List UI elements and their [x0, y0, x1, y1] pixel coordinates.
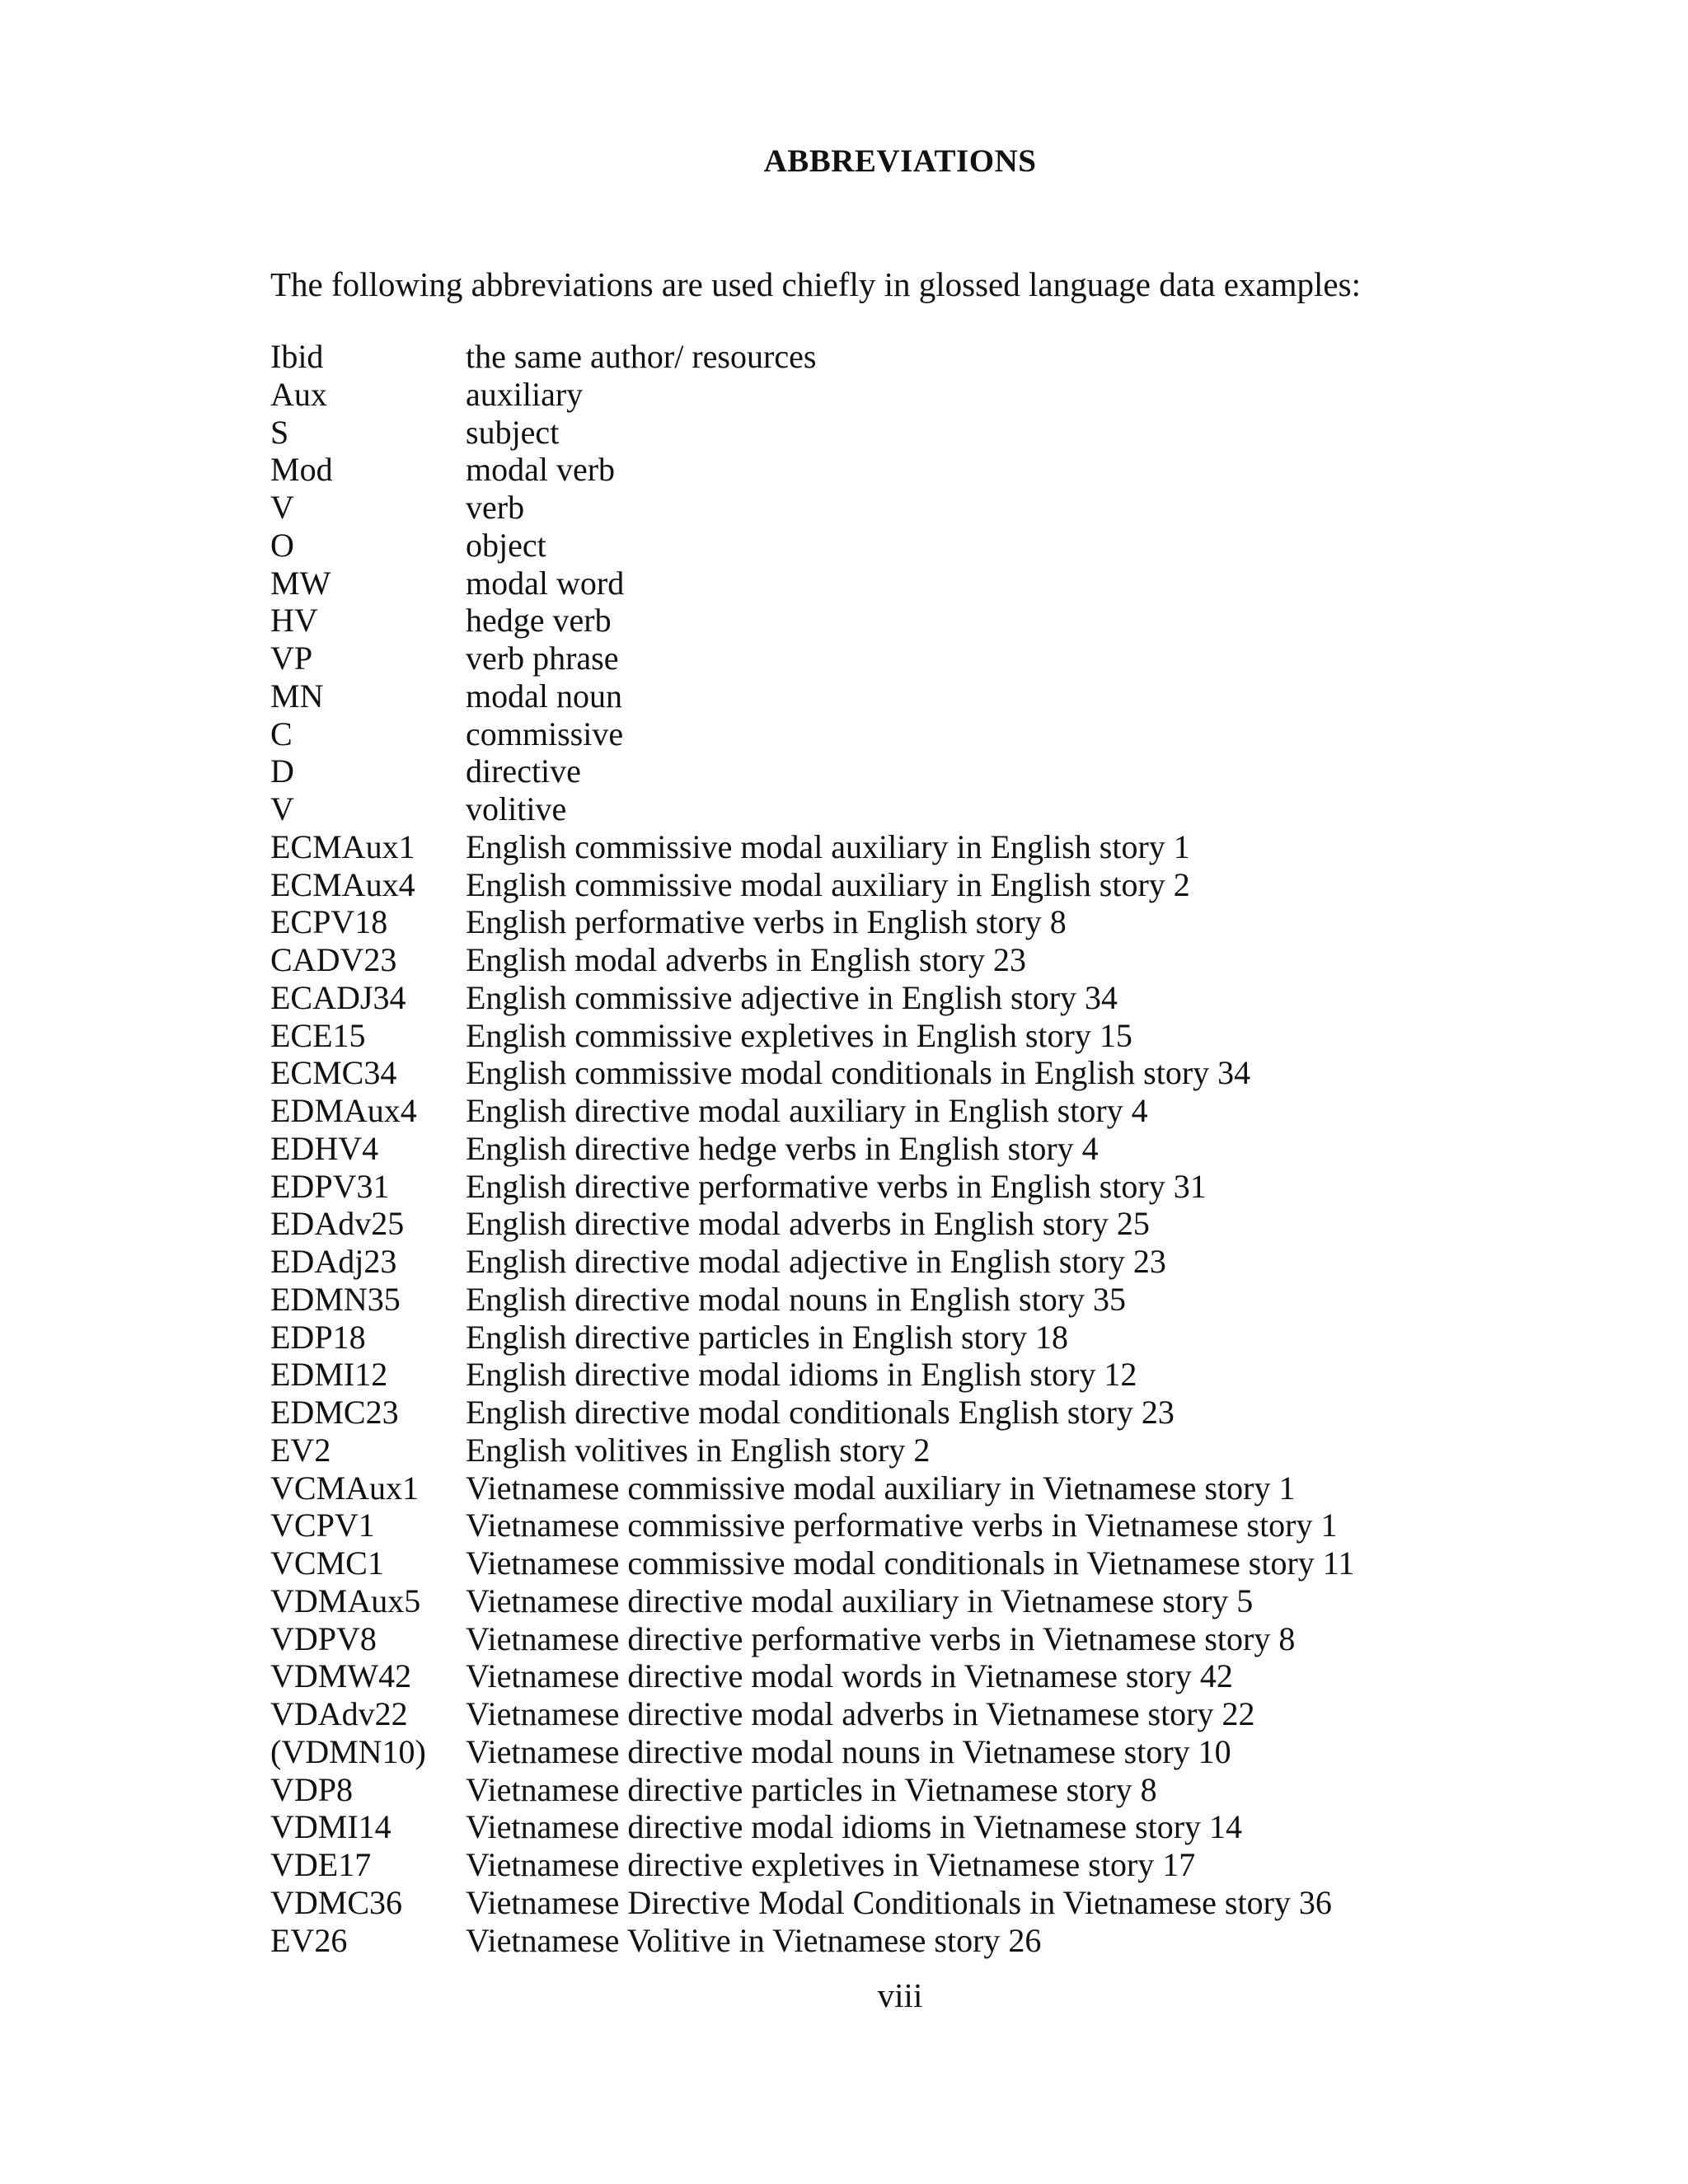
- abbreviation-definition: Vietnamese directive modal nouns in Vietnamese story 10: [466, 1732, 1231, 1770]
- abbreviation-definition: Vietnamese commissive performative verbs in Vietnamese story 1: [466, 1507, 1338, 1544]
- abbreviation-term: CADV23: [270, 941, 397, 978]
- abbreviation-definition: Vietnamese Volitive in Vietnamese story 26: [466, 1921, 1042, 1959]
- abbreviation-row: [270, 1319, 1672, 1357]
- page-title: ABBREVIATIONS: [763, 143, 1037, 179]
- abbreviation-definition: English directive modal adjective in English story 23: [466, 1243, 1166, 1280]
- abbreviation-row: [270, 1054, 1672, 1092]
- abbreviation-definition: Vietnamese commissive modal auxiliary in Vietnamese story 1: [466, 1469, 1296, 1507]
- abbreviation-row: [270, 527, 1672, 565]
- abbreviation-definition: Vietnamese directive modal auxiliary in Vietnamese story 5: [466, 1582, 1254, 1619]
- page-number: viii: [877, 1976, 923, 2014]
- abbreviation-row: [270, 1657, 1672, 1695]
- abbreviation-row: [270, 1884, 1672, 1922]
- abbreviation-row: [270, 752, 1672, 790]
- abbreviation-definition: Vietnamese directive modal idioms in Vietnamese story 14: [466, 1808, 1243, 1846]
- abbreviation-definition: English directive performative verbs in English story 31: [466, 1167, 1207, 1205]
- abbreviation-definition: Vietnamese commissive modal conditionals in Vietnamese story 11: [466, 1544, 1355, 1582]
- abbreviation-row: [270, 903, 1672, 941]
- abbreviation-definition: English commissive modal auxiliary in English story 2: [466, 865, 1190, 903]
- abbreviation-row: [270, 1922, 1672, 1960]
- abbreviation-row: [270, 866, 1672, 904]
- abbreviation-definition: English directive modal conditionals English story 23: [466, 1394, 1175, 1431]
- abbreviation-term: VDMC36: [270, 1883, 403, 1921]
- abbreviation-definition: English commissive adjective in English story 34: [466, 978, 1118, 1016]
- abbreviation-row: [270, 1771, 1672, 1809]
- abbreviation-definition: English volitives in English story 2: [466, 1431, 931, 1469]
- abbreviation-term: EDAdv25: [270, 1205, 405, 1243]
- abbreviation-term: Mod: [270, 451, 333, 489]
- abbreviation-definition: English directive modal nouns in English story 35: [466, 1280, 1127, 1318]
- abbreviation-definition: English commissive expletives in English story 15: [466, 1016, 1132, 1054]
- abbreviation-definition: English directive modal adverbs in English story 25: [466, 1205, 1150, 1243]
- abbreviation-term: EDMN35: [270, 1280, 401, 1318]
- abbreviation-definition: directive: [466, 752, 581, 790]
- abbreviation-row: [270, 451, 1672, 489]
- abbreviation-row: [270, 376, 1672, 414]
- abbreviation-row: [270, 1205, 1672, 1243]
- abbreviation-term: EDP18: [270, 1318, 366, 1356]
- abbreviation-row: [270, 1356, 1672, 1394]
- abbreviation-term: V: [270, 489, 294, 526]
- abbreviation-row: [270, 489, 1672, 527]
- abbreviation-definition: Vietnamese directive particles in Vietnamese story 8: [466, 1770, 1157, 1808]
- abbreviation-term: VDE17: [270, 1846, 372, 1883]
- abbreviation-row: [270, 1620, 1672, 1658]
- abbreviation-row: [270, 1243, 1672, 1281]
- abbreviation-definition: object: [466, 526, 546, 564]
- abbreviation-row: [270, 565, 1672, 602]
- abbreviation-term: VCMAux1: [270, 1469, 420, 1507]
- abbreviation-row: [270, 677, 1672, 715]
- abbreviation-term: VP: [270, 640, 313, 677]
- abbreviation-row: [270, 1432, 1672, 1469]
- abbreviation-row: [270, 602, 1672, 640]
- abbreviation-definition: English commissive modal conditionals in English story 34: [466, 1054, 1251, 1092]
- abbreviation-row: [270, 1130, 1672, 1168]
- abbreviation-term: O: [270, 526, 294, 564]
- abbreviation-term: VDMAux5: [270, 1582, 421, 1619]
- abbreviation-term: Aux: [270, 375, 327, 413]
- abbreviation-definition: hedge verb: [466, 602, 612, 640]
- abbreviation-term: VCPV1: [270, 1507, 375, 1544]
- abbreviation-term: ECE15: [270, 1016, 366, 1054]
- abbreviation-term: VDP8: [270, 1770, 354, 1808]
- abbreviation-row: [270, 941, 1672, 979]
- abbreviation-definition: English directive hedge verbs in English story 4: [466, 1129, 1099, 1167]
- abbreviation-row: [270, 1469, 1672, 1507]
- abbreviation-term: HV: [270, 602, 318, 640]
- abbreviation-term: VDMW42: [270, 1657, 412, 1695]
- abbreviation-row: [270, 1733, 1672, 1771]
- abbreviation-row: [270, 1394, 1672, 1432]
- abbreviation-term: VDPV8: [270, 1619, 377, 1657]
- abbreviation-row: [270, 1507, 1672, 1544]
- abbreviation-term: EDHV4: [270, 1129, 379, 1167]
- abbreviation-term: S: [270, 413, 289, 451]
- abbreviation-definition: verb: [466, 489, 525, 526]
- abbreviation-term: EDMC23: [270, 1394, 399, 1431]
- abbreviation-term: MN: [270, 677, 324, 715]
- abbreviation-row: [270, 1582, 1672, 1620]
- abbreviation-row: [270, 414, 1672, 452]
- abbreviation-definition: English modal adverbs in English story 23: [466, 941, 1026, 978]
- abbreviation-term: (VDMN10): [270, 1732, 426, 1770]
- abbreviation-term: ECPV18: [270, 903, 388, 941]
- abbreviation-term: EDPV31: [270, 1167, 390, 1205]
- abbreviation-row: [270, 338, 1672, 376]
- abbreviation-definition: commissive: [466, 715, 624, 752]
- abbreviation-term: D: [270, 752, 294, 790]
- abbreviation-row: [270, 979, 1672, 1017]
- abbreviation-term: ECMAux1: [270, 827, 415, 865]
- abbreviation-row: [270, 715, 1672, 753]
- abbreviation-row: [270, 1695, 1672, 1733]
- abbreviation-definition: Vietnamese Directive Modal Conditionals in Vietnamese story 36: [466, 1883, 1332, 1921]
- abbreviation-term: VDAdv22: [270, 1695, 408, 1732]
- abbreviation-row: [270, 828, 1672, 866]
- abbreviation-definition: the same author/ resources: [466, 338, 817, 375]
- abbreviation-row: [270, 1544, 1672, 1582]
- abbreviation-row: [270, 1168, 1672, 1206]
- abbreviation-definition: Vietnamese directive modal words in Vietnamese story 42: [466, 1657, 1233, 1695]
- abbreviation-list: [270, 338, 1672, 1959]
- abbreviation-term: V: [270, 790, 294, 827]
- abbreviation-term: Ibid: [270, 338, 324, 375]
- abbreviation-row: [270, 1846, 1672, 1884]
- abbreviation-row: [270, 790, 1672, 828]
- abbreviation-definition: modal verb: [466, 451, 616, 489]
- abbreviation-term: ECMAux4: [270, 865, 415, 903]
- abbreviation-definition: English performative verbs in English story 8: [466, 903, 1067, 941]
- abbreviation-definition: subject: [466, 413, 560, 451]
- abbreviation-term: ECMC34: [270, 1054, 397, 1092]
- abbreviation-term: VCMC1: [270, 1544, 384, 1582]
- intro-paragraph: The following abbreviations are used chiefly in glossed language data examples:: [270, 265, 1361, 303]
- abbreviation-term: C: [270, 715, 293, 752]
- abbreviation-row: [270, 1281, 1672, 1319]
- abbreviation-row: [270, 640, 1672, 677]
- abbreviation-term: EDMI12: [270, 1356, 388, 1394]
- abbreviation-definition: volitive: [466, 790, 567, 827]
- abbreviation-term: VDMI14: [270, 1808, 392, 1846]
- abbreviation-term: ECADJ34: [270, 978, 406, 1016]
- abbreviation-row: [270, 1017, 1672, 1055]
- abbreviation-definition: English directive particles in English story 18: [466, 1318, 1068, 1356]
- abbreviation-definition: English directive modal auxiliary in English story 4: [466, 1092, 1148, 1129]
- abbreviation-definition: verb phrase: [466, 640, 619, 677]
- abbreviation-definition: auxiliary: [466, 375, 584, 413]
- abbreviation-definition: modal noun: [466, 677, 622, 715]
- abbreviation-definition: Vietnamese directive expletives in Vietnamese story 17: [466, 1846, 1196, 1883]
- abbreviation-definition: English directive modal idioms in English story 12: [466, 1356, 1137, 1394]
- abbreviation-term: EDMAux4: [270, 1092, 417, 1129]
- abbreviation-row: [270, 1808, 1672, 1846]
- abbreviation-row: [270, 1092, 1672, 1130]
- abbreviation-definition: modal word: [466, 564, 625, 602]
- abbreviation-term: EV2: [270, 1431, 331, 1469]
- abbreviation-definition: Vietnamese directive modal adverbs in Vietnamese story 22: [466, 1695, 1255, 1732]
- abbreviation-term: MW: [270, 564, 331, 602]
- abbreviation-term: EV26: [270, 1921, 348, 1959]
- abbreviation-definition: English commissive modal auxiliary in English story 1: [466, 827, 1190, 865]
- abbreviation-term: EDAdj23: [270, 1243, 397, 1280]
- abbreviation-definition: Vietnamese directive performative verbs in Vietnamese story 8: [466, 1619, 1296, 1657]
